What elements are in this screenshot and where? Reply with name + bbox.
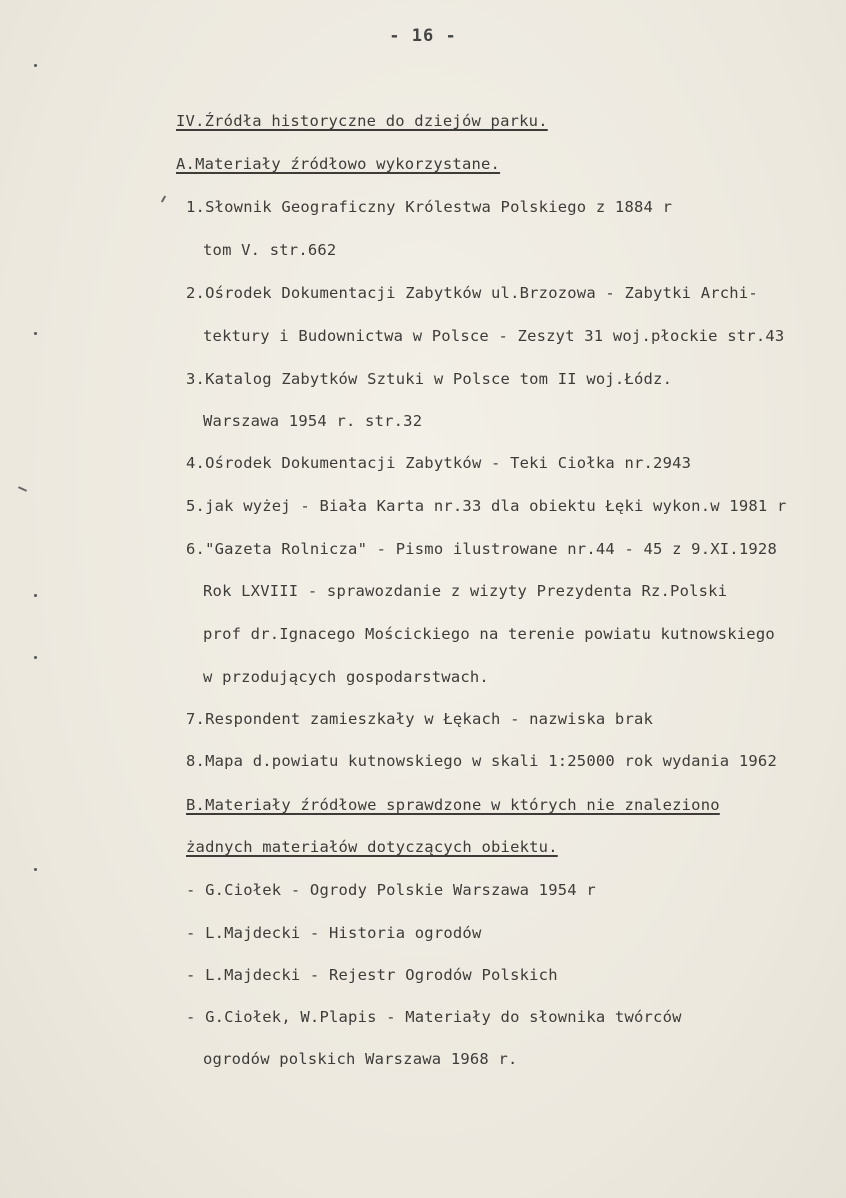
source-line: 2.Ośrodek Dokumentacji Zabytków ul.Brzozowa - Zabytki Archi- <box>186 284 758 302</box>
margin-speck <box>34 332 37 335</box>
source-line: w przodujących gospodarstwach. <box>203 668 489 686</box>
source-line: Rok LXVIII - sprawozdanie z wizyty Prezydenta Rz.Polski <box>203 582 728 600</box>
margin-speck <box>34 656 37 659</box>
checked-source-line: - L.Majdecki - Rejestr Ogrodów Polskich <box>186 966 558 984</box>
source-line: 3.Katalog Zabytków Sztuki w Polsce tom II woj.Łódz. <box>186 370 673 388</box>
margin-speck <box>18 486 27 492</box>
source-line: 6."Gazeta Rolnicza" - Pismo ilustrowane nr.44 - 45 z 9.XI.1928 <box>186 540 777 558</box>
source-line: Warszawa 1954 r. str.32 <box>203 412 423 430</box>
checked-source-line: - L.Majdecki - Historia ogrodów <box>186 924 482 942</box>
checked-source-line: - G.Ciołek - Ogrody Polskie Warszawa 1954 r <box>186 881 596 899</box>
checked-source-line: ogrodów polskich Warszawa 1968 r. <box>203 1050 518 1068</box>
subsection-b-title: B.Materiały źródłowe sprawdzone w których nie znaleziono <box>186 796 720 814</box>
section-heading: IV.Źródła historyczne do dziejów parku. <box>176 112 548 130</box>
source-line: 5.jak wyżej - Biała Karta nr.33 dla obiektu Łęki wykon.w 1981 r <box>186 497 787 515</box>
margin-speck <box>34 64 37 67</box>
source-line: 8.Mapa d.powiatu kutnowskiego w skali 1:25000 rok wydania 1962 <box>186 752 777 770</box>
source-line: prof dr.Ignacego Mościckiego na terenie powiatu kutnowskiego <box>203 625 775 643</box>
subsection-b-title-cont: żadnych materiałów dotyczących obiektu. <box>186 838 558 856</box>
subsection-a-title: A.Materiały źródłowo wykorzystane. <box>176 155 501 173</box>
source-line: tom V. str.662 <box>203 241 337 259</box>
source-line: 1.Słownik Geograficzny Królestwa Polskiego z 1884 r <box>186 198 673 216</box>
margin-speck <box>161 195 166 202</box>
page-number: - 16 - <box>389 26 457 46</box>
source-line: 7.Respondent zamieszkały w Łękach - nazwiska brak <box>186 710 654 728</box>
margin-speck <box>34 594 37 597</box>
margin-speck <box>34 868 37 871</box>
checked-source-line: - G.Ciołek, W.Plapis - Materiały do słownika twórców <box>186 1008 682 1026</box>
source-line: tektury i Budownictwa w Polsce - Zeszyt 31 woj.płockie str.43 <box>203 327 785 345</box>
source-line: 4.Ośrodek Dokumentacji Zabytków - Teki Ciołka nr.2943 <box>186 454 692 472</box>
